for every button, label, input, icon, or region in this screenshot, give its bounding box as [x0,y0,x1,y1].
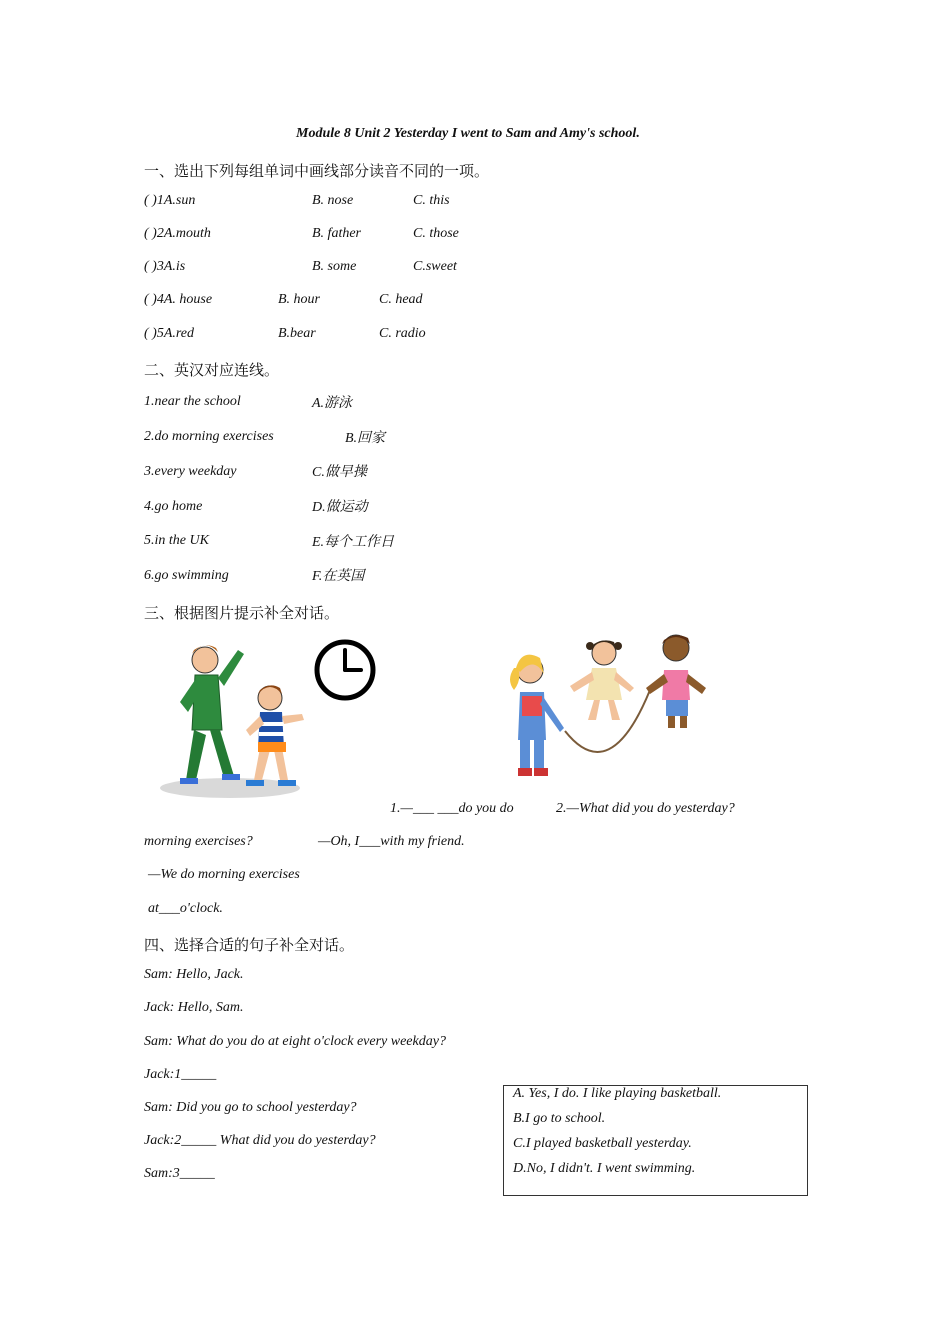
s1-row-4: ( )4A. house [144,292,213,307]
s1-row-4-c: C. head [379,292,423,307]
s1-row-4-b: B. hour [278,292,320,307]
s2-right-4: D.做运动 [312,500,368,515]
s2-left-4: 4.go home [144,499,203,514]
s1-row-5-b: B.bear [278,326,316,341]
s4-dialog-1: Sam: Hello, Jack. [144,967,244,982]
options-box [503,1085,808,1196]
s2-left-6: 6.go swimming [144,568,229,583]
s2-right-6: F.在英国 [312,569,365,584]
s1-row-2: ( )2A.mouth [144,226,211,241]
s3-q1-line2: morning exercises? [144,834,253,849]
s1-row-3: ( )3A.is [144,259,186,274]
s2-right-5: E.每个工作日 [312,535,395,550]
s2-left-2: 2.do morning exercises [144,429,274,444]
s1-row-2-c: C. those [413,226,459,241]
s4-dialog-6: Jack:2_____ What did you do yesterday? [144,1133,376,1148]
section3-heading: 三、根据图片提示补全对话。 [144,604,340,622]
s2-left-5: 5.in the UK [144,533,209,548]
s3-q1-line3: —We do morning exercises [148,867,300,882]
s2-right-3: C.做早操 [312,465,367,480]
clock-icon [313,638,377,702]
s4-dialog-2: Jack: Hello, Sam. [144,1000,244,1015]
s2-left-3: 3.every weekday [144,464,237,479]
s1-row-3-b: B. some [312,259,357,274]
s2-right-2: B.回家 [345,431,386,446]
s4-dialog-3: Sam: What do you do at eight o'clock every weekday? [144,1034,446,1049]
s1-row-5: ( )5A.red [144,326,195,341]
option-d: D.No, I didn't. I went swimming. [513,1161,696,1176]
section1-heading: 一、选出下列每组单词中画线部分读音不同的一项。 [144,162,490,180]
page-title: Module 8 Unit 2 Yesterday I went to Sam and Amy's school. [296,126,640,141]
s1-row-1-c: C. this [413,193,450,208]
section2-heading: 二、英汉对应连线。 [144,361,280,379]
s4-dialog-4: Jack:1_____ [144,1067,217,1082]
section4-heading: 四、选择合适的句子补全对话。 [144,936,355,954]
s3-q1-line1: 1.—___ ___do you do [390,801,514,816]
s4-dialog-7: Sam:3_____ [144,1166,215,1181]
s2-right-1: A.游泳 [312,396,353,411]
s1-row-3-c: C.sweet [413,259,457,274]
s2-left-1: 1.near the school [144,394,241,409]
option-a: A. Yes, I do. I like playing basketball. [513,1086,722,1101]
s1-row-5-c: C. radio [379,326,426,341]
s4-dialog-5: Sam: Did you go to school yesterday? [144,1100,357,1115]
s1-row-1-b: B. nose [312,193,354,208]
s1-row-1: ( )1A.sun [144,193,196,208]
s3-q1-line4: at___o'clock. [148,901,223,916]
exercise-illustration [150,630,330,805]
s3-q2-line1: 2.—What did you do yesterday? [556,801,735,816]
option-b: B.I go to school. [513,1111,606,1126]
option-c: C.I played basketball yesterday. [513,1136,692,1151]
jump-rope-illustration [500,628,720,783]
s1-row-2-b: B. father [312,226,361,241]
s3-q2-line2: —Oh, I___with my friend. [318,834,465,849]
